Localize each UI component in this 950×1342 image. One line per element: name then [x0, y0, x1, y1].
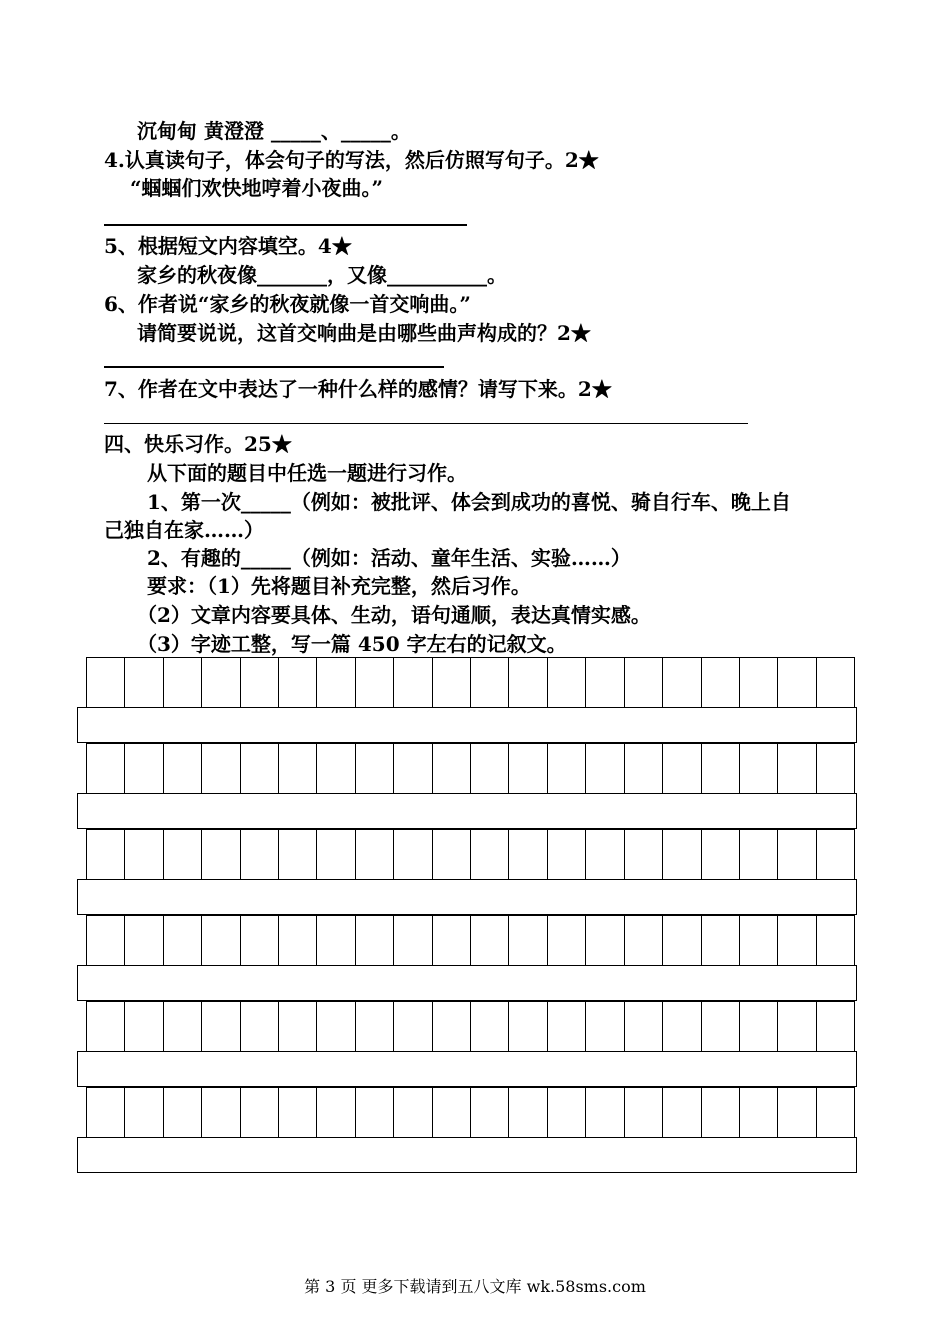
grid-cell[interactable]: [663, 658, 701, 707]
grid-cell[interactable]: [817, 1002, 854, 1051]
grid-cell[interactable]: [164, 744, 202, 793]
grid-cell[interactable]: [394, 1088, 432, 1137]
topic-2: 2、有趣的_____（例如：活动、童年生活、实验……）: [147, 546, 631, 570]
grid-cell[interactable]: [87, 658, 125, 707]
grid-cell[interactable]: [279, 1088, 317, 1137]
grid-cell[interactable]: [817, 744, 854, 793]
grid-spacer: [77, 707, 857, 743]
grid-cell[interactable]: [702, 1002, 740, 1051]
grid-cell[interactable]: [548, 1088, 586, 1137]
grid-cell[interactable]: [817, 830, 854, 879]
grid-cell[interactable]: [87, 744, 125, 793]
requirement-2: （2）文章内容要具体、生动，语句通顺，表达真情实感。: [137, 603, 651, 627]
grid-cell[interactable]: [509, 830, 547, 879]
grid-cell[interactable]: [279, 916, 317, 965]
grid-spacer: [77, 793, 857, 829]
grid-spacer: [77, 1051, 857, 1087]
grid-cell[interactable]: [433, 658, 471, 707]
grid-cell[interactable]: [433, 744, 471, 793]
grid-cell[interactable]: [548, 830, 586, 879]
question-6-prompt: 请简要说说，这首交响曲是由哪些曲声构成的？2★: [137, 321, 591, 345]
grid-cell[interactable]: [241, 744, 279, 793]
grid-cell[interactable]: [625, 916, 663, 965]
grid-cell[interactable]: [317, 744, 355, 793]
grid-cell[interactable]: [778, 1088, 816, 1137]
grid-cell[interactable]: [433, 1088, 471, 1137]
question-5: 5、根据短文内容填空。4★: [104, 234, 352, 258]
grid-cell[interactable]: [586, 830, 624, 879]
grid-cell[interactable]: [509, 916, 547, 965]
grid-cell[interactable]: [817, 658, 854, 707]
grid-cell[interactable]: [471, 658, 509, 707]
grid-spacer: [77, 1137, 857, 1173]
grid-cell[interactable]: [164, 1002, 202, 1051]
grid-row: [86, 829, 855, 879]
grid-cell[interactable]: [356, 830, 394, 879]
page-footer: 第 3 页 更多下载请到五八文库 wk.58sms.com: [304, 1277, 646, 1296]
grid-cell[interactable]: [509, 658, 547, 707]
grid-cell[interactable]: [356, 1088, 394, 1137]
grid-row: [86, 1087, 855, 1137]
grid-cell[interactable]: [433, 830, 471, 879]
grid-cell[interactable]: [663, 1088, 701, 1137]
grid-cell[interactable]: [202, 830, 240, 879]
grid-cell[interactable]: [87, 916, 125, 965]
grid-cell[interactable]: [586, 1002, 624, 1051]
grid-cell[interactable]: [125, 830, 163, 879]
grid-cell[interactable]: [586, 916, 624, 965]
grid-cell[interactable]: [241, 916, 279, 965]
grid-cell[interactable]: [356, 658, 394, 707]
grid-cell[interactable]: [509, 744, 547, 793]
grid-cell[interactable]: [702, 830, 740, 879]
grid-cell[interactable]: [778, 916, 816, 965]
grid-cell[interactable]: [471, 830, 509, 879]
grid-cell[interactable]: [356, 1002, 394, 1051]
grid-cell[interactable]: [241, 830, 279, 879]
section-4-heading: 四、快乐习作。25★: [104, 432, 292, 456]
example-sentence: “蝈蝈们欢快地哼着小夜曲。”: [130, 176, 384, 200]
grid-cell[interactable]: [663, 916, 701, 965]
grid-cell[interactable]: [241, 658, 279, 707]
grid-cell[interactable]: [317, 830, 355, 879]
grid-cell[interactable]: [625, 658, 663, 707]
question-4: 4.认真读句子，体会句子的写法，然后仿照写句子。2★: [104, 148, 599, 172]
grid-cell[interactable]: [740, 1088, 778, 1137]
grid-cell[interactable]: [740, 830, 778, 879]
grid-spacer: [77, 965, 857, 1001]
grid-cell[interactable]: [202, 1088, 240, 1137]
grid-cell[interactable]: [87, 1002, 125, 1051]
grid-cell[interactable]: [625, 1088, 663, 1137]
grid-cell[interactable]: [164, 1088, 202, 1137]
grid-cell[interactable]: [317, 658, 355, 707]
grid-cell[interactable]: [356, 744, 394, 793]
grid-cell[interactable]: [471, 744, 509, 793]
grid-cell[interactable]: [740, 916, 778, 965]
grid-cell[interactable]: [317, 1002, 355, 1051]
question-6: 6、作者说“家乡的秋夜就像一首交响曲。”: [104, 292, 471, 316]
grid-spacer: [77, 879, 857, 915]
grid-cell[interactable]: [663, 1002, 701, 1051]
grid-cell[interactable]: [394, 830, 432, 879]
grid-cell[interactable]: [778, 658, 816, 707]
composition-instruction: 从下面的题目中任选一题进行习作。: [147, 461, 467, 485]
grid-cell[interactable]: [87, 830, 125, 879]
answer-line-4: [104, 224, 467, 226]
grid-cell[interactable]: [433, 1002, 471, 1051]
grid-cell[interactable]: [125, 658, 163, 707]
grid-cell[interactable]: [548, 744, 586, 793]
answer-line-6: [104, 366, 444, 368]
grid-cell[interactable]: [702, 658, 740, 707]
writing-grid[interactable]: [77, 657, 857, 1173]
grid-cell[interactable]: [87, 1088, 125, 1137]
requirement-3: （3）字迹工整，写一篇 450 字左右的记叙文。: [137, 632, 567, 656]
grid-cell[interactable]: [663, 830, 701, 879]
grid-cell[interactable]: [702, 1088, 740, 1137]
grid-cell[interactable]: [471, 1002, 509, 1051]
grid-cell[interactable]: [279, 1002, 317, 1051]
grid-cell[interactable]: [125, 916, 163, 965]
grid-cell[interactable]: [586, 658, 624, 707]
grid-cell[interactable]: [740, 658, 778, 707]
grid-cell[interactable]: [625, 830, 663, 879]
grid-cell[interactable]: [548, 916, 586, 965]
grid-cell[interactable]: [164, 916, 202, 965]
grid-cell[interactable]: [663, 744, 701, 793]
grid-cell[interactable]: [279, 744, 317, 793]
grid-row: [86, 743, 855, 793]
grid-cell[interactable]: [548, 658, 586, 707]
grid-cell[interactable]: [356, 916, 394, 965]
line-synonym-words: 沉甸甸 黄澄澄 _____、_____。: [137, 119, 411, 143]
answer-line-7: [104, 423, 748, 424]
grid-cell[interactable]: [509, 1002, 547, 1051]
grid-cell[interactable]: [471, 916, 509, 965]
grid-cell[interactable]: [317, 1088, 355, 1137]
requirement-1: 要求：（1）先将题目补充完整，然后习作。: [147, 574, 531, 598]
grid-cell[interactable]: [625, 744, 663, 793]
grid-cell[interactable]: [317, 916, 355, 965]
grid-cell[interactable]: [202, 1002, 240, 1051]
grid-cell[interactable]: [164, 830, 202, 879]
question-7: 7、作者在文中表达了一种什么样的感情？请写下来。2★: [104, 377, 612, 401]
fill-blank-5: 家乡的秋夜像_______，又像__________。: [137, 263, 507, 287]
grid-cell[interactable]: [778, 830, 816, 879]
grid-cell[interactable]: [164, 658, 202, 707]
grid-cell[interactable]: [125, 1088, 163, 1137]
grid-cell[interactable]: [471, 1088, 509, 1137]
grid-cell[interactable]: [279, 658, 317, 707]
grid-cell[interactable]: [778, 1002, 816, 1051]
grid-cell[interactable]: [125, 1002, 163, 1051]
grid-cell[interactable]: [509, 1088, 547, 1137]
grid-cell[interactable]: [817, 916, 854, 965]
grid-cell[interactable]: [202, 916, 240, 965]
grid-row: [86, 1001, 855, 1051]
grid-cell[interactable]: [548, 1002, 586, 1051]
grid-cell[interactable]: [125, 744, 163, 793]
grid-cell[interactable]: [279, 830, 317, 879]
grid-cell[interactable]: [778, 744, 816, 793]
grid-cell[interactable]: [702, 916, 740, 965]
topic-1: 1、第一次_____（例如：被批评、体会到成功的喜悦、骑自行车、晚上自: [147, 490, 791, 514]
grid-cell[interactable]: [817, 1088, 854, 1137]
topic-1-continued: 己独自在家……）: [104, 518, 264, 542]
grid-cell[interactable]: [702, 744, 740, 793]
grid-cell[interactable]: [394, 916, 432, 965]
grid-cell[interactable]: [625, 1002, 663, 1051]
grid-cell[interactable]: [740, 1002, 778, 1051]
grid-cell[interactable]: [202, 744, 240, 793]
grid-cell[interactable]: [586, 1088, 624, 1137]
grid-cell[interactable]: [740, 744, 778, 793]
grid-cell[interactable]: [586, 744, 624, 793]
grid-cell[interactable]: [394, 1002, 432, 1051]
grid-cell[interactable]: [394, 658, 432, 707]
grid-cell[interactable]: [394, 744, 432, 793]
grid-cell[interactable]: [241, 1088, 279, 1137]
grid-cell[interactable]: [433, 916, 471, 965]
grid-cell[interactable]: [241, 1002, 279, 1051]
grid-row: [86, 915, 855, 965]
grid-row: [86, 657, 855, 707]
grid-cell[interactable]: [202, 658, 240, 707]
